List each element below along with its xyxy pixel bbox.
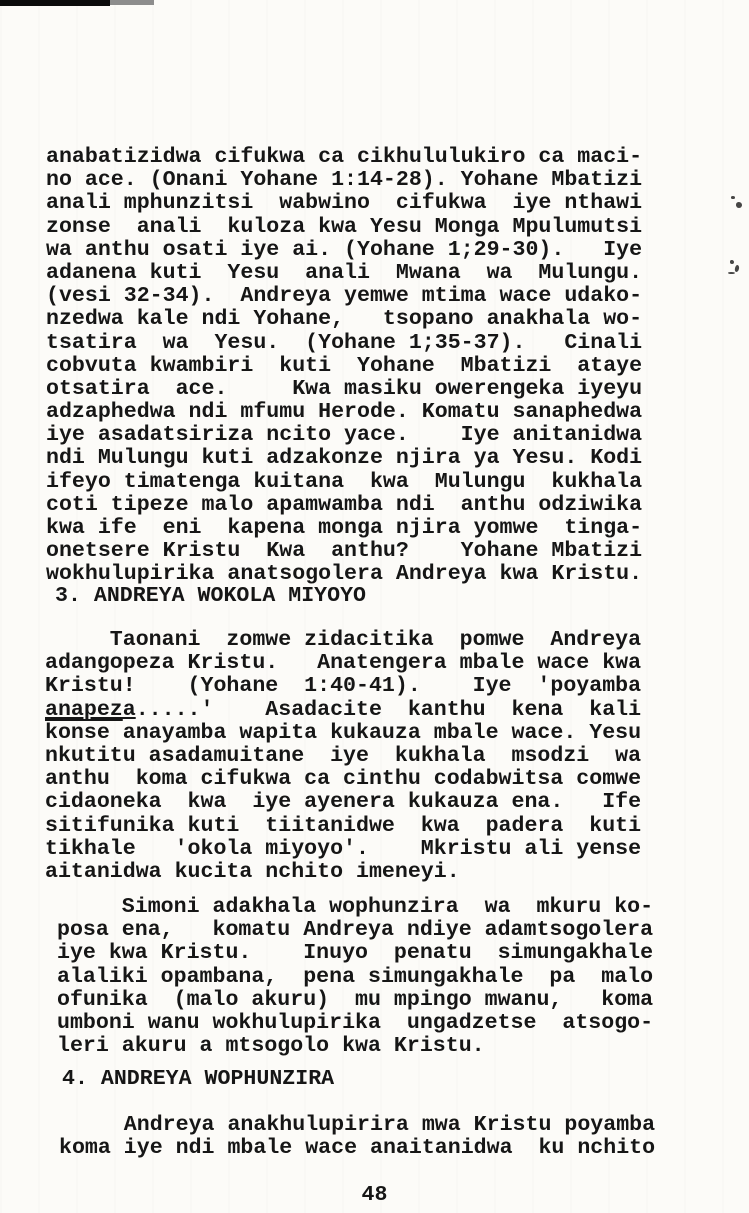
ink-speck xyxy=(728,272,735,274)
overline-word: konse xyxy=(45,720,123,745)
text-line: wokhulupirika anatsogolera Andreya kwa Kristu. xyxy=(46,562,643,587)
underline-word: anapeza xyxy=(45,697,136,722)
text-line: adzaphedwa ndi mfumu Herode. Komatu sanaphedwa xyxy=(46,400,643,425)
paragraph-2 xyxy=(45,629,641,884)
text-line: anabatizidwa cifukwa ca cikhululukiro ca maci- xyxy=(46,145,643,169)
text-line: iye kwa Kristu. Inuyo penatu simungakhale xyxy=(57,941,654,966)
text-line: Simoni adakhala wophunzira wa mkuru ko- xyxy=(57,895,654,919)
section-heading-4: 4. ANDREYA WOPHUNZIRA xyxy=(62,1067,335,1091)
text-line: aitanidwa kucita nchito imeneyi. xyxy=(45,859,460,884)
text-line: adanena kuti Yesu anali Mwana wa Mulungu. xyxy=(46,260,643,285)
text-line: Kristu! (Yohane 1:40-41). Iye 'poyamba xyxy=(45,674,642,699)
ink-speck xyxy=(730,260,734,264)
paragraph-1 xyxy=(46,146,642,587)
text-line: coti tipeze malo apamwamba ndi anthu odziwika xyxy=(46,492,643,517)
text-line: (vesi 32-34). Andreya yemwe mtima wace udako- xyxy=(46,284,643,309)
ink-speck xyxy=(734,265,740,273)
text-line: ndi Mulungu kuti adzakonze njira ya Yesu. Kodi xyxy=(46,446,643,471)
text-line: wa anthu osati iye ai. (Yohane 1;29-30). Iye xyxy=(46,237,643,262)
paragraph-3 xyxy=(57,896,653,1058)
section-heading-3: 3. ANDREYA WOKOLA MIYOYO xyxy=(55,584,367,608)
text-line: zonse anali kuloza kwa Yesu Monga Mpulumutsi xyxy=(46,214,643,239)
ink-speck xyxy=(736,202,742,208)
text-line: nkutitu asadamuitane iye kukhala msodzi wa xyxy=(45,743,642,768)
text-line: ofunika (malo akuru) mu mpingo mwanu, koma xyxy=(57,987,654,1012)
text-line: onetsere Kristu Kwa anthu? Yohane Mbatizi xyxy=(46,539,643,564)
text-line: kwa ife eni kapena monga njira yomwe tinga- xyxy=(46,516,643,540)
text-line: adangopeza Kristu. Anatengera mbale wace kwa xyxy=(45,651,642,676)
text-line: iye asadatsiriza ncito yace. Iye anitanidwa xyxy=(46,423,643,448)
text-line: cobvuta kwambiri kuti Yohane Mbatizi ataye xyxy=(46,353,643,378)
text-line: alaliki opambana, pena simungakhale pa malo xyxy=(57,964,654,989)
text-line: Taonani zomwe zidacitika pomwe Andreya xyxy=(45,628,642,652)
text-line: umboni wanu wokhulupirika ungadzetse atsogo- xyxy=(57,1010,654,1035)
text-line: anapeza.....' Asadacite kanthu kena kali xyxy=(45,697,642,722)
text-line: Andreya anakhulupirira mwa Kristu poyamba xyxy=(59,1113,656,1137)
text-line: koma iye ndi mbale wace anaitanidwa ku nchito xyxy=(59,1136,656,1161)
text-line: nzedwa kale ndi Yohane, tsopano anakhala wo- xyxy=(46,307,643,332)
text-line: anali mphunzitsi wabwino cifukwa iye nthawi xyxy=(46,191,643,216)
ink-speck xyxy=(731,196,735,199)
text-line: tsatira wa Yesu. (Yohane 1;35-37). Cinali xyxy=(46,330,643,355)
paragraph-4 xyxy=(59,1114,655,1160)
text-line: cidaoneka kwa iye ayenera kukauza ena. Ife xyxy=(45,790,642,815)
text-line: konse anayamba wapita kukauza mbale wace. Yesu xyxy=(45,720,642,745)
text-line: sitifunika kuti tiitanidwe kwa padera kuti xyxy=(45,813,642,838)
text-line: ifeyo timatenga kuitana kwa Mulungu kukhala xyxy=(46,469,643,494)
text-line: posa ena, komatu Andreya ndiye adamtsogolera xyxy=(57,918,654,943)
page-number: 48 xyxy=(361,1183,388,1207)
scan-artifact-bar-black xyxy=(0,0,110,6)
text-line: anthu koma cifukwa ca cinthu codabwitsa comwe xyxy=(45,767,642,792)
text-line: leri akuru a mtsogolo kwa Kristu. xyxy=(57,1034,485,1059)
scan-artifact-bar-gray xyxy=(110,0,154,5)
text-line: tikhale 'okola miyoyo'. Mkristu ali yense xyxy=(45,836,642,861)
text-line: otsatira ace. Kwa masiku owerengeka iyeyu xyxy=(46,376,643,401)
text-line: no ace. (Onani Yohane 1:14-28). Yohane Mbatizi xyxy=(46,168,643,193)
